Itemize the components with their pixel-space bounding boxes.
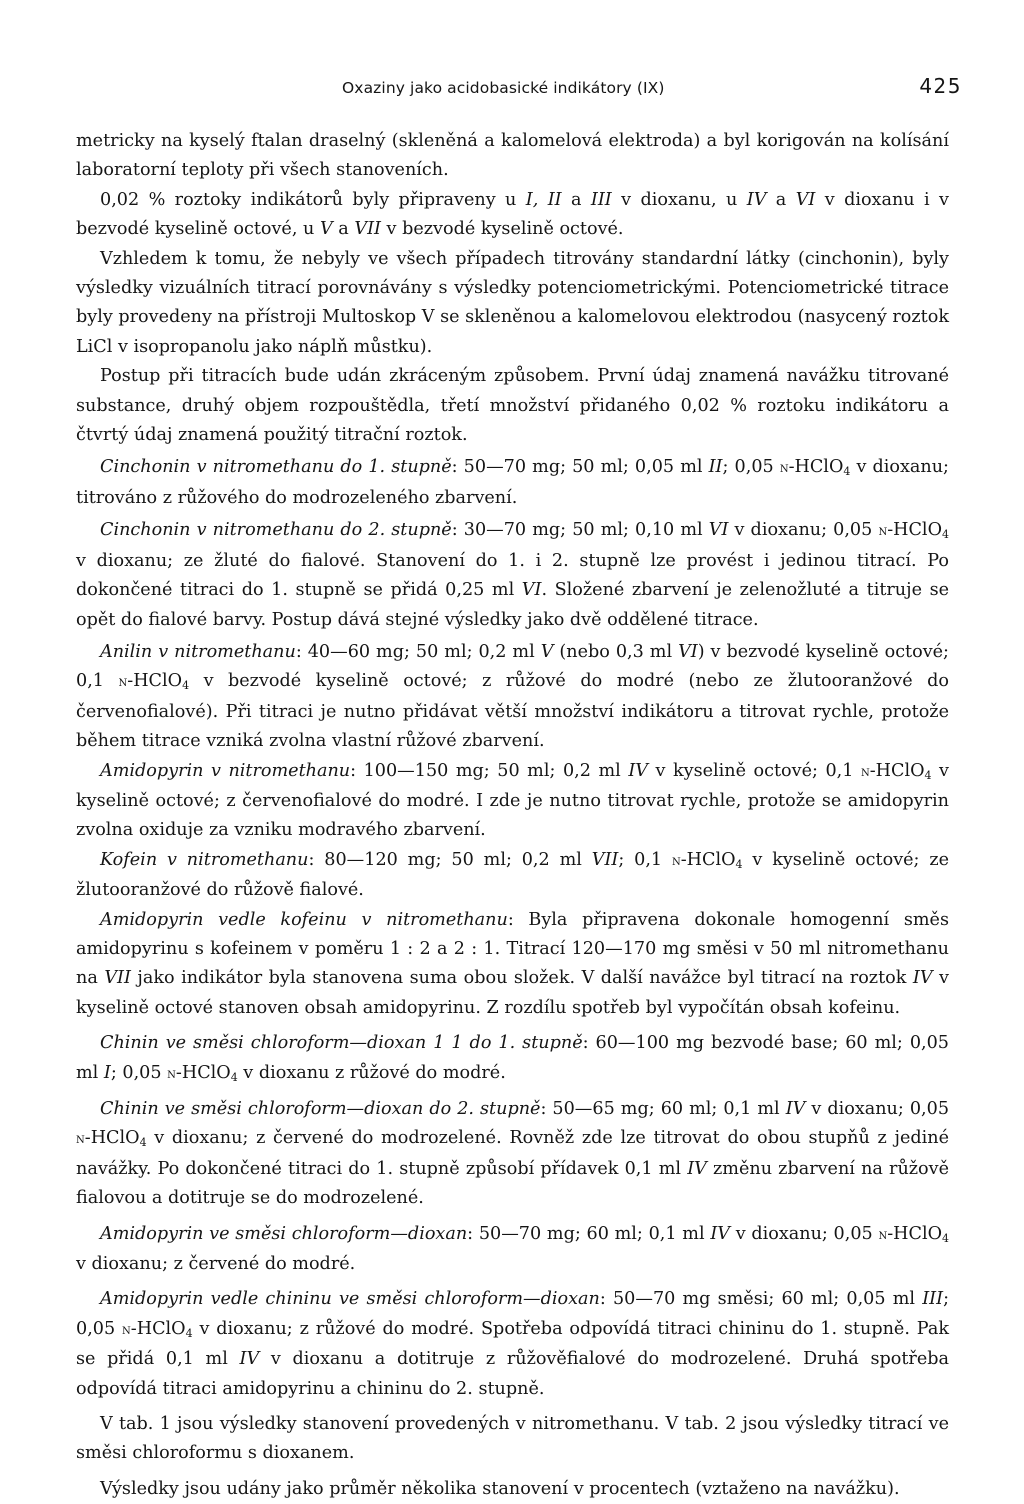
text-run: (nebo 0,3 ml <box>553 641 679 662</box>
italic-text: III <box>590 189 612 210</box>
paragraph-tables <box>76 1410 949 1469</box>
italic-text: VI <box>708 520 729 541</box>
text-run: -HClO <box>175 1062 231 1083</box>
italic-text: IV <box>912 968 933 989</box>
text-run: : 40—60 mg; 50 ml; 0,2 ml <box>295 641 541 662</box>
text-run: : 80—120 mg; 50 ml; 0,2 ml <box>308 849 592 870</box>
text-run: Postup při titracích bude udán zkráceným způsobem. První údaj znamená navážku titrované substance, druhý objem rozpouštědla, třetí množství přidaného 0,02 % roztoku indikátoru a čtvrtý údaj znamená použitý titrační roztok. <box>76 366 949 446</box>
italic-text: Chinin ve směsi chloroform—dioxan do 2. stupně <box>100 1099 541 1119</box>
running-title: Oxaziny jako acidobasické indikátory (IX) <box>342 79 665 97</box>
text-run: : 50—70 mg směsi; 60 ml; 0,05 ml <box>599 1289 923 1310</box>
italic-text: IV <box>746 189 767 210</box>
subscript: 4 <box>139 1136 147 1150</box>
paragraph-kofein <box>76 846 949 906</box>
text-run: v dioxanu z růžové do modré. <box>237 1062 506 1083</box>
text-run: v dioxanu; z růžové do modré. Spotřeba odpovídá titraci chininu do 1. stupně. Pak se přidá 0,1 ml <box>76 1318 949 1370</box>
text-run: v kyselině octové; 0,1 <box>647 760 861 781</box>
text-run: a <box>766 189 796 210</box>
subscript: 4 <box>230 1070 238 1084</box>
text-run: n <box>118 674 128 691</box>
subscript: 4 <box>942 1231 950 1245</box>
text-run: n <box>860 763 870 780</box>
italic-text: IV <box>628 760 648 781</box>
paragraph-chinin-2 <box>76 1095 949 1214</box>
text-run: ; 0,1 <box>618 849 672 870</box>
text-run: v dioxanu; 0,05 <box>728 520 879 541</box>
italic-text: IV <box>710 1223 730 1244</box>
paragraph-chinin-1 <box>76 1029 949 1089</box>
text-run: : 50—70 mg; 50 ml; 0,05 ml <box>451 457 709 478</box>
paragraph-indicator-solutions <box>76 186 949 245</box>
text-run: -HClO <box>127 671 183 692</box>
text-run: -HClO <box>869 760 925 781</box>
italic-text: III <box>922 1289 944 1310</box>
italic-text: Amidopyrin ve směsi chloroform—dioxan <box>100 1223 468 1244</box>
text-run: : 100—150 mg; 50 ml; 0,2 ml <box>350 760 629 781</box>
text-run: v kyselině octové stanoven obsah amidopyrinu. Z rozdílu spotřeb byl vypočítán obsah kofeinu. <box>76 968 949 1018</box>
subscript: 4 <box>942 528 949 542</box>
italic-text: Chinin ve směsi chloroform—dioxan 1 1 do 1. stupně <box>100 1033 583 1054</box>
italic-text: V <box>540 641 554 662</box>
italic-text: V <box>319 219 333 240</box>
paragraph-amidopyrin-chinin <box>76 1285 949 1404</box>
paragraph-procedure <box>76 362 949 450</box>
text-run: -HClO <box>887 1223 943 1244</box>
text-run: : Byla připravena dokonale homogenní směs amidopyrinu s kofeinem v poměru 1 : 2 a 2 : 1. Titrací 120—170 mg směsi v 50 ml nitromethanu na <box>76 909 949 989</box>
paragraph-calibration <box>76 127 949 186</box>
paragraph-amidopyrin-kofein <box>76 906 949 1024</box>
text-run: v dioxanu; 0,05 <box>805 1099 950 1119</box>
text-run: v dioxanu; z červené do modré. <box>76 1254 356 1275</box>
italic-text: II <box>708 457 723 478</box>
italic-text: Cinchonin v nitromethanu do 1. stupně <box>100 457 452 478</box>
text-run: jako indikátor byla stanovena suma obou složek. V další navážce byl titrací na roztok <box>130 968 913 989</box>
italic-text: Anilin v nitromethanu <box>100 641 296 662</box>
text-run: 0,02 % roztoky indikátorů byly připraveny u <box>100 189 526 210</box>
text-run: -HClO <box>887 520 942 541</box>
text-run: změnu zbarvení na růžově fialovou a dotitruje se do modrozelené. <box>76 1158 949 1209</box>
italic-text: VII <box>591 849 619 870</box>
text-run: V tab. 1 jsou výsledky stanovení provedených v nitromethanu. V tab. 2 jsou výsledky titrací ve směsi chloroformu s dioxanem. <box>76 1414 949 1464</box>
text-run: n <box>671 852 681 869</box>
paragraph-potentiometric <box>76 245 949 363</box>
text-run: : 50—65 mg; 60 ml; 0,1 ml <box>540 1099 786 1119</box>
subscript: 4 <box>182 679 190 693</box>
text-run: v kyselině octové; ze žlutooranžové do růžově fialové. <box>76 849 950 901</box>
text-run: ; 0,05 <box>722 457 780 478</box>
text-run: -HClO <box>130 1318 186 1339</box>
text-run: n <box>779 460 789 477</box>
italic-text: Amidopyrin v nitromethanu <box>100 760 351 781</box>
italic-text: Amidopyrin vedle kofeinu v nitromethanu <box>100 909 508 930</box>
paragraph-cinchonin-2 <box>76 516 949 635</box>
text-run: . Složené zbarvení je zelenožluté a titruje se opět do fialové barvy. Postup dává stejné výsledky jako dvě oddělené titrace. <box>76 580 950 630</box>
text-run: Vzhledem k tomu, že nebyly ve všech případech titrovány standardní látky (cinchonin), byly výsledky vizuálních titrací porovnávány s výsledky potenciometrickými. Potenciometrické titrace byly provedeny na přístroji Multoskop V se skleněnou a kalomelovou elektrodou (nasycený roztok LiCl v isopropanolu jako náplň můstku). <box>76 248 949 357</box>
article-body <box>76 127 949 1504</box>
text-run: -HClO <box>788 457 844 478</box>
text-run: n <box>122 1321 131 1338</box>
text-run: v dioxanu; ze žluté do fialové. Stanovení do 1. i 2. stupně lze provést i jedinou titrací. Po dokončené titraci do 1. stupně se přidá 0,25 ml <box>76 550 949 601</box>
paragraph-cinchonin-1 <box>76 453 949 513</box>
paragraph-amidopyrin <box>76 757 949 846</box>
text-run: v dioxanu; titrováno z růžového do modrozeleného zbarvení. <box>76 457 949 508</box>
text-run: a <box>561 189 591 210</box>
text-run: n <box>76 1131 85 1148</box>
text-run: metricky na kyselý ftalan draselný (skleněná a kalomelová elektroda) a byl korigován na kolísání laboratorní teploty při všech stanoveních. <box>76 131 949 181</box>
text-run: v dioxanu i v bezvodé kyselině octové, u <box>76 189 949 240</box>
text-run: : 50—70 mg; 60 ml; 0,1 ml <box>467 1223 711 1244</box>
italic-text: Cinchonin v nitromethanu do 2. stupně <box>100 520 452 541</box>
paragraph-results <box>76 1475 949 1504</box>
italic-text: Kofein v nitromethanu <box>100 849 309 870</box>
text-run: v dioxanu a dotitruje z růžověfialové do modrozelené. Druhá spotřeba odpovídá titraci amidopyrinu a chininu do 2. stupně. <box>76 1349 949 1399</box>
text-run: ; 0,05 <box>110 1062 168 1083</box>
text-run: n <box>167 1065 176 1082</box>
text-run: v dioxanu; 0,05 <box>729 1223 879 1244</box>
italic-text: IV <box>687 1158 707 1179</box>
italic-text: VII <box>104 968 131 989</box>
subscript: 4 <box>924 768 932 782</box>
text-run: -HClO <box>84 1128 140 1149</box>
italic-text: I, II <box>525 189 562 210</box>
italic-text: VII <box>354 219 381 240</box>
page-number: 425 <box>919 74 962 98</box>
text-run: v bezvodé kyselině octové. <box>380 219 624 240</box>
text-run: ; 0,05 <box>76 1289 949 1339</box>
text-run: : 30—70 mg; 50 ml; 0,10 ml <box>451 520 709 541</box>
italic-text: IV <box>785 1099 806 1119</box>
text-run: v dioxanu; z červené do modrozelené. Rovněž zde lze titrovat do obou stupňů z jediné navážky. Po dokončené titraci do 1. stupně způsobí přídavek 0,1 ml <box>76 1128 949 1179</box>
italic-text: VI <box>521 580 542 601</box>
text-run: n <box>878 523 888 540</box>
text-run: Výsledky jsou udány jako průměr několika stanovení v procentech (vztaženo na navážku). <box>100 1478 900 1499</box>
text-run: ) v bezvodé kyselině octové; 0,1 <box>76 641 949 692</box>
paragraph-anilin <box>76 638 949 757</box>
subscript: 4 <box>843 465 851 479</box>
italic-text: Amidopyrin vedle chininu ve směsi chloroform—dioxan <box>100 1289 600 1310</box>
italic-text: I <box>103 1062 111 1083</box>
text-run: -HClO <box>680 849 736 870</box>
italic-text: VI <box>795 189 816 210</box>
page-header <box>342 72 962 102</box>
text-run: n <box>878 1226 888 1243</box>
text-run: v kyselině octové; z červenofialové do modré. I zde je nutno titrovat rychle, protože se amidopyrin zvolna oxiduje za vzniku modravého zbarvení. <box>76 760 949 841</box>
text-run: v dioxanu, u <box>611 189 747 210</box>
italic-text: IV <box>239 1349 260 1370</box>
subscript: 4 <box>735 857 743 871</box>
subscript: 4 <box>185 1326 193 1340</box>
paragraph-amidopyrin-chloroform <box>76 1220 949 1280</box>
italic-text: VI <box>678 641 698 662</box>
text-run: v bezvodé kyselině octové; z růžové do modré (nebo ze žlutooranžové do červenofialové). Při titraci je nutno přidávat větší množství indikátoru a titrovat rychle, protože během titrace vzniká zvolna vlastní růžové zbarvení. <box>76 671 949 752</box>
text-run: : 60—100 mg bezvodé base; 60 ml; 0,05 ml <box>76 1033 950 1083</box>
text-run: a <box>332 219 355 240</box>
